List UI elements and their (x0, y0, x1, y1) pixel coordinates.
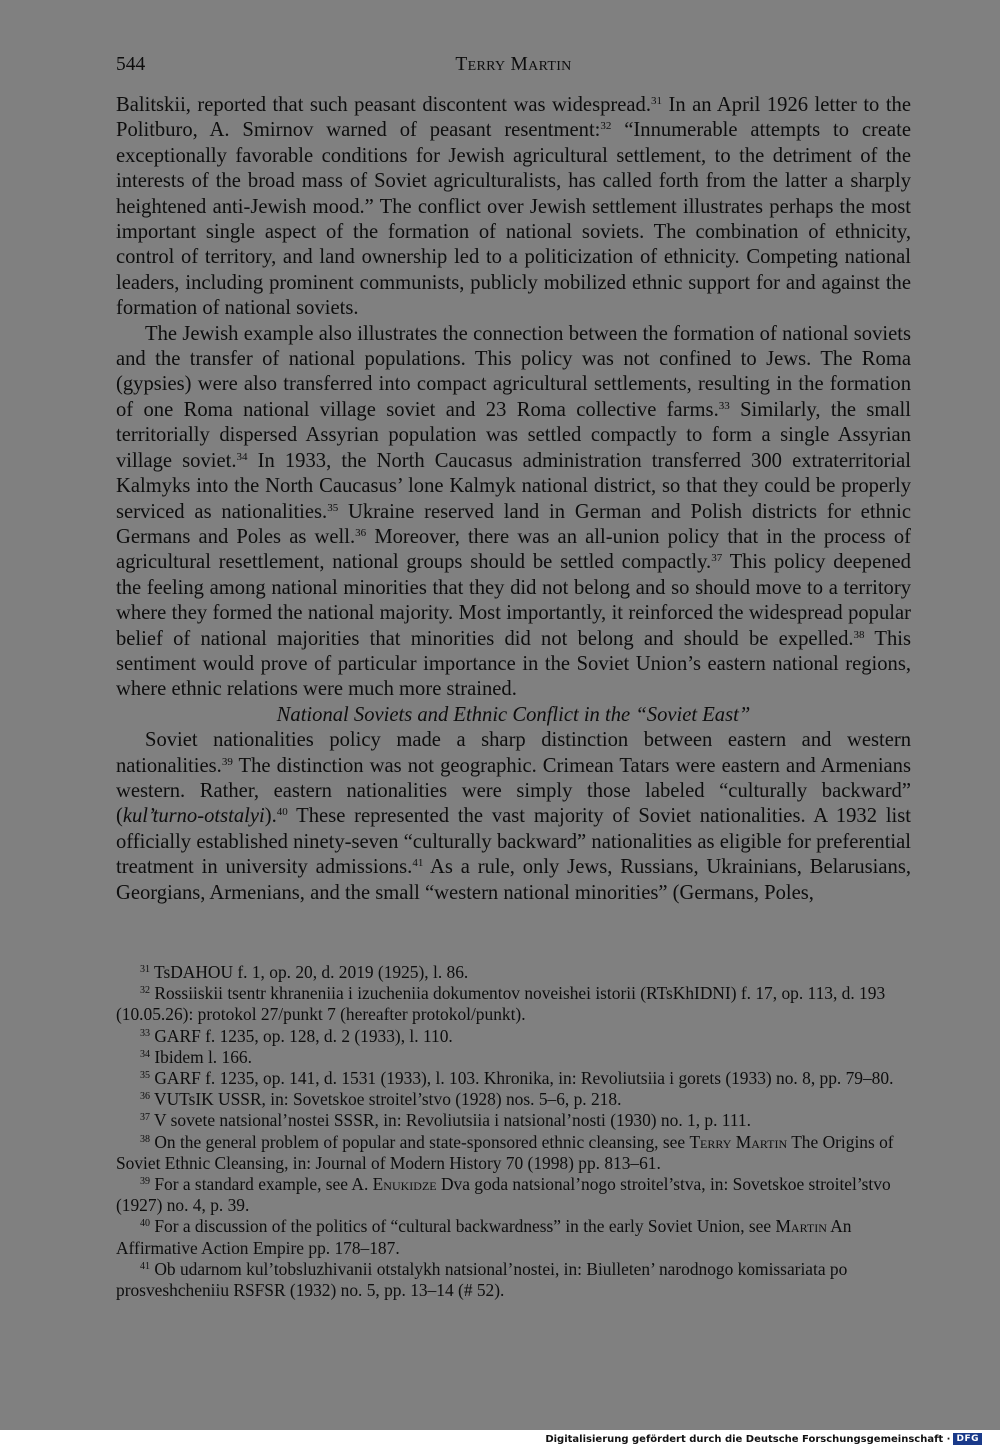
body-text (116, 93, 911, 906)
footnote: $^{35}$ GARF f. 1235, op. 141, d. 1531 (1933), l. 103. Khronika, in: Revoliutsiia i gorets (1933) no. 8, pp. 79–80. (140, 1068, 894, 1089)
paragraph: Soviet nationalities policy made a sharp distinction between eastern and western nationalities.$^{39}$ The distinction was not geographic. Crimean Tatars were eastern and Armenians western. Rather, eastern nationalities were simply those labeled “culturally backward” (kul’turno-otstalyi).$^{40}$ These represented the vast majority of Soviet nationalities. A 1932 list officially established ninety-seven “culturally backward” nationalities as eligible for preferential treatment in university admissions.$^{41}$ As a rule, only Jews, Russians, Ukrainians, Belarusians, Georgians, Armenians, and the small “western national minorities” (Germans, Poles, (116, 729, 911, 904)
page-number: 544 (116, 54, 146, 75)
footnote-number: 38 (140, 1133, 150, 1145)
footnote-ref[interactable]: 33 (718, 399, 730, 412)
footnote-number: 33 (140, 1027, 150, 1039)
running-head (116, 54, 911, 80)
dfg-logo-icon: DFG (953, 1433, 982, 1445)
footnote-ref[interactable]: 32 (600, 120, 612, 133)
footnote-number: 36 (140, 1091, 150, 1103)
footnote-number: 34 (140, 1048, 150, 1060)
footnote: $^{31}$ TsDAHOU f. 1, op. 20, d. 2019 (1925), l. 86. (140, 962, 469, 982)
footnote-number: 41 (140, 1260, 150, 1272)
footnote: $^{34}$ Ibidem l. 166. (140, 1046, 252, 1067)
footnote-ref[interactable]: 39 (221, 755, 233, 768)
footnote-ref[interactable]: 40 (276, 806, 288, 819)
footnote: $^{32}$ Rossiiskii tsentr khraneniia i izucheniia dokumentov noveishei istorii (RTsKhIDNI) f. 17, op. 113, d. 193 (10.05.26): protokol 27/punkt 7 (hereafter protokol/punkt). (116, 983, 886, 1025)
section-heading: National Soviets and Ethnic Conflict in the “Soviet East” (276, 703, 751, 726)
footnote-number: 39 (140, 1176, 150, 1188)
credit-text: Digitalisierung gefördert durch die Deutsche Forschungsgemeinschaft · (545, 1433, 951, 1445)
footnote: $^{33}$ GARF f. 1235, op. 128, d. 2 (1933), l. 110. (140, 1025, 453, 1046)
footnote-ref[interactable]: 38 (853, 628, 865, 641)
paragraph: The Jewish example also illustrates the connection between the formation of national soviets and the transfer of national populations. This policy was not confined to Jews. The Roma (gypsies) were also transferred into compact agricultural settlements, resulting in the formation of one Roma national village soviet and 23 Roma collective farms.$^{33}$ Similarly, the small territorially dispersed Assyrian population was settled compactly to form a single Assyrian village soviet.$^{34}$ In 1933, the North Caucasus administration transferred 300 extraterritorial Kalmyks into the North Caucasus’ lone Kalmyk national district, so that they could be properly serviced as nationalities.$^{35}$ Ukraine reserved land in German and Polish districts for ethnic Germans and Poles as well.$^{36}$ Moreover, there was an all-union policy that in the process of agricultural resettlement, national groups should be settled compactly.$^{37}$ This policy deepened the feeling among national minorities that they did not belong and so should move to a territory where they formed the national majority. Most importantly, it reinforced the widespread popular belief of national majorities that minorities did not belong and should be expelled.$^{38}$ This sentiment would prove of particular importance in the Soviet Union’s eastern national regions, where ethnic relations were much more strained. (116, 322, 911, 701)
footnote-number: 37 (140, 1112, 150, 1124)
author-name: Enukidze (372, 1174, 437, 1195)
running-title: Terry Martin (455, 54, 572, 75)
footnote-ref[interactable]: 37 (711, 552, 723, 565)
footnote: $^{40}$ For a discussion of the politics of “cultural backwardness” in the early Soviet Union, see Martin An Affirmative Action Empire pp. 178–187. (116, 1216, 852, 1258)
italic-term: kul’turno-otstalyi (122, 805, 265, 828)
author-name: Martin (775, 1216, 827, 1237)
footnote: $^{36}$ VUTsIK USSR, in: Sovetskoe stroitel’stvo (1928) nos. 5–6, p. 218. (140, 1089, 622, 1110)
author-name: Terry Martin (689, 1131, 788, 1152)
footnote-ref[interactable]: 36 (355, 526, 367, 539)
digitization-credit-bar (0, 1430, 1000, 1450)
digitization-credit (545, 1433, 982, 1445)
footnote: $^{41}$ Ob udarnom kul’tobsluzhivanii otstalykh natsional’nostei, in: Biulleten’ narodnogo komissariata po prosveshcheniiu RSFSR (1932) no. 5, pp. 13–14 (# 52). (116, 1258, 848, 1301)
footnote-number: 35 (140, 1070, 150, 1082)
footnote: $^{39}$ For a standard example, see A. Enukidze Dva goda natsional’nogo stroitel’stva, in: Sovetskoe stroitel’stvo (1927) no. 4, p. 39. (116, 1174, 891, 1216)
footnote-number: 31 (140, 964, 150, 975)
footnote-ref[interactable]: 35 (327, 501, 339, 514)
footnotes (116, 962, 911, 1301)
footnote-number: 40 (140, 1218, 150, 1230)
footnote-ref[interactable]: 31 (650, 95, 662, 107)
footnote: $^{38}$ On the general problem of popular and state-sponsored ethnic cleansing, see Terry Martin The Origins of Soviet Ethnic Cleansing, in: Journal of Modern History 70 (1998) pp. 813–61. (116, 1131, 894, 1173)
paragraph: Balitskii, reported that such peasant discontent was widespread.$^{31}$ In an April 1926 letter to the Politburo, A. Smirnov warned of peasant resentment:$^{32}$ “Innumerable attempts to create exceptionally favorable conditions for Jewish agricultural settlement, to the detriment of the interests of the broad mass of Soviet agriculturalists, has called forth from the latter a sharply heightened anti-Jewish mood.” The conflict over Jewish settlement illustrates perhaps the most important single aspect of the formation of national soviets. The combination of ethnicity, control of territory, and land ownership led to a politicization of ethnicity. Competing national leaders, including prominent communists, publicly mobilized ethnic support for and against the formation of national soviets. (116, 94, 911, 320)
footnote-ref[interactable]: 34 (236, 450, 248, 463)
footnote-ref[interactable]: 41 (412, 857, 424, 870)
footnote-number: 32 (140, 985, 150, 997)
footnote: $^{37}$ V sovete natsional’nostei SSSR, in: Revoliutsiia i natsional’nosti (1930) no. 1, p. 111. (140, 1110, 751, 1131)
